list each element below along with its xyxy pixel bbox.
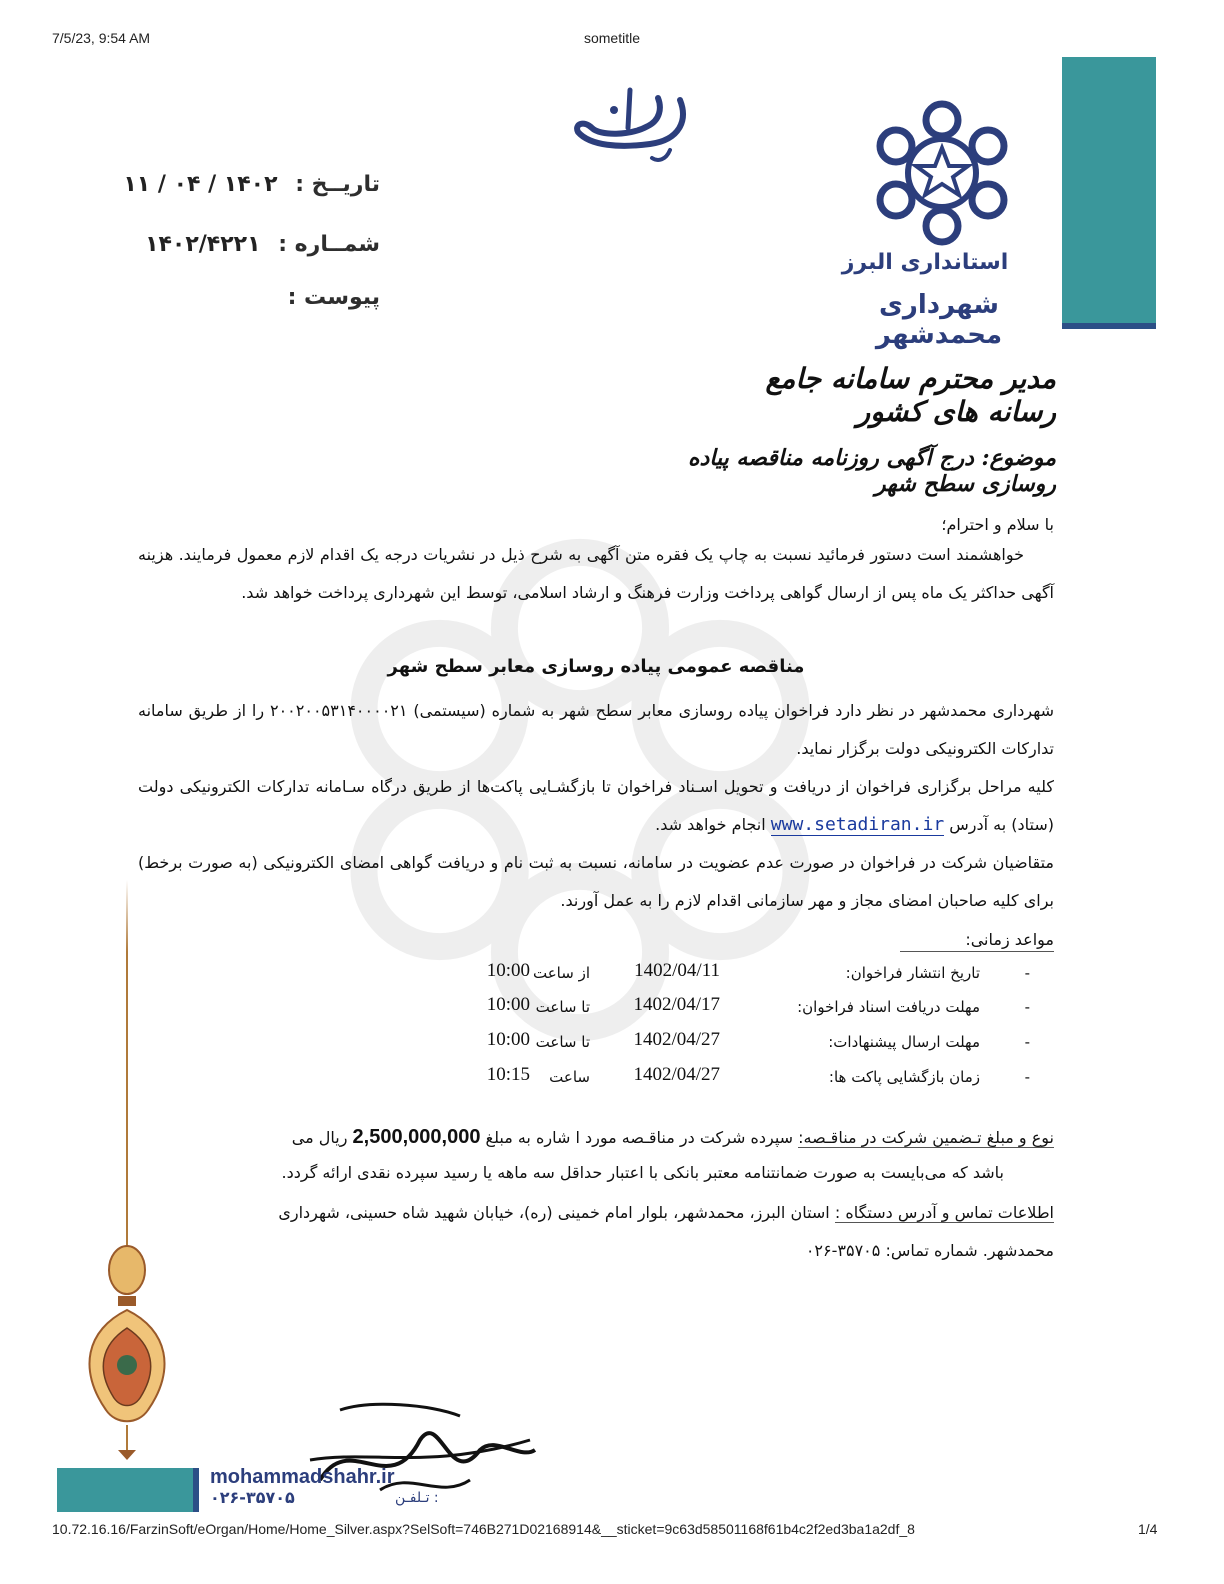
schedule-time-label: تا ساعت bbox=[535, 1033, 590, 1051]
attachment-label: پیوست : bbox=[287, 285, 380, 310]
schedule-time: 10:15 bbox=[486, 1064, 530, 1085]
schedule-label: مهلت ارسال پیشنهادات: bbox=[828, 1033, 980, 1051]
schedule-label: مهلت دریافت اسناد فراخوان: bbox=[797, 998, 980, 1016]
schedule-row bbox=[400, 1064, 1030, 1098]
contact-line1: استان البرز، محمدشهر، بلوار امام خمینی (ره)، خیابان شهید شاه حسینی، شهرداری bbox=[278, 1203, 830, 1222]
paragraph-registration: متقاضیان شرکت در فراخوان در صورت عدم عضویت در سامانه، نسبت به ثبت نام و دریافت گواهی امضای الکترونیکی (به صورت برخط) برای کلیه صاحبان امضای مجاز و مهر سازمانی اقدام لازم را به عمل آورند. bbox=[138, 853, 1054, 910]
contact-line2: محمدشهر. شماره تماس: ۳۵۷۰۵-۰۲۶ bbox=[805, 1241, 1054, 1260]
meta-attachment bbox=[110, 285, 380, 310]
schedule-date: 1402/04/27 bbox=[633, 1029, 720, 1050]
schedule-date: 1402/04/11 bbox=[634, 960, 720, 981]
schedule-date: 1402/04/27 bbox=[633, 1064, 720, 1085]
print-url: 10.72.16.16/FarzinSoft/eOrgan/Home/Home_Silver.aspx?SelSoft=746B271D02168914&__sticket=9c63d58501168f61b4c2f2ed3ba1a2df_8 bbox=[52, 1521, 915, 1537]
schedule-time-label: از ساعت bbox=[533, 964, 590, 982]
footer-accent-bar bbox=[57, 1468, 193, 1512]
guarantee-paragraph bbox=[138, 1118, 1054, 1157]
portal-text-after: انجام خواهد شد. bbox=[655, 815, 766, 834]
guarantee-label: نوع و مبلغ تـضمین شرکت در مناقـصه: bbox=[798, 1128, 1054, 1147]
subject: موضوع: درج آگهی روزنامه مناقصه پیاده روسازی سطح شهر bbox=[687, 445, 1056, 497]
footer-accent-line bbox=[193, 1468, 199, 1512]
date-label: تاریــخ : bbox=[295, 172, 380, 197]
schedule-dash: - bbox=[1024, 964, 1030, 982]
guarantee-amount: 2,500,000,000 bbox=[352, 1126, 481, 1148]
contact-label: اطلاعات تماس و آدرس دستگاه : bbox=[834, 1203, 1054, 1222]
number-value: ۱۴۰۲/۴۲۲۱ bbox=[145, 232, 261, 257]
footer-phone-label: تـلفـن : bbox=[395, 1490, 439, 1506]
paragraph-portal bbox=[138, 768, 1054, 844]
schedule-date: 1402/04/17 bbox=[633, 994, 720, 1015]
guarantee-text-after: ریال می bbox=[291, 1128, 348, 1147]
ornament-icon bbox=[78, 1220, 176, 1460]
municipality-logo-icon bbox=[862, 98, 1022, 248]
schedule-dash: - bbox=[1024, 998, 1030, 1016]
portal-text-before: کلیه مراحل برگزاری فراخوان از دریافت و تحویل اسـناد فراخوان تا بازگشـایی پاکت‌ها از طریق درگاه سـامانه تدارکات الکترونیکی دولت (ستاد) به آدرس bbox=[138, 777, 1054, 834]
number-label: شمــاره : bbox=[278, 232, 380, 257]
decorative-line bbox=[126, 880, 128, 1240]
schedule-row bbox=[400, 994, 1030, 1028]
letterhead-accent-bar bbox=[1062, 57, 1156, 323]
org-municipality: شهرداری محمدشهر bbox=[875, 290, 1003, 350]
schedule-time: 10:00 bbox=[486, 994, 530, 1015]
paragraph-tender: شهرداری محمدشهر در نظر دارد فراخوان پیاده روسازی معابر سطح شهر به شماره (سیستمی) ۲۰۰۲۰۰۵۳۱۴۰۰۰۰۲۱ را از طریق سامانه تدارکات الکترونیکی دولت برگزار نماید. bbox=[138, 701, 1054, 758]
date-value: ۱۴۰۲ / ۰۴ / ۱۱ bbox=[123, 172, 278, 197]
schedule-label: زمان بازگشایی پاکت ها: bbox=[828, 1068, 980, 1086]
meta-number bbox=[110, 232, 380, 257]
letterhead-accent-line bbox=[1062, 323, 1156, 329]
tender-title: مناقصه عمومی پیاده روسازی معابر سطح شهر bbox=[387, 656, 805, 677]
print-header bbox=[0, 30, 1224, 50]
schedule-label: تاریخ انتشار فراخوان: bbox=[845, 964, 980, 982]
recipient: مدیر محترم سامانه جامع رسانه های کشور bbox=[765, 362, 1056, 428]
print-datetime: 7/5/23, 9:54 AM bbox=[52, 30, 151, 46]
guarantee-line2: باشد که می‌بایست به صورت ضمانتنامه معتبر بانکی با اعتبار حداقل سه ماهه یا رسید سپرده نقدی ارائه گردد. bbox=[281, 1163, 1004, 1182]
setad-link[interactable]: www.setadiran.ir bbox=[770, 814, 945, 835]
org-province: استانداری البرز bbox=[841, 250, 1009, 275]
schedule-row bbox=[400, 1029, 1030, 1063]
schedule-time: 10:00 bbox=[486, 960, 530, 981]
print-title: sometitle bbox=[583, 30, 641, 46]
print-page-number: 1/4 bbox=[1138, 1521, 1158, 1537]
schedule-dash: - bbox=[1024, 1033, 1030, 1051]
calligraphy-ya-latif bbox=[570, 80, 696, 170]
paragraph-request: خواهشمند است دستور فرمائید نسبت به چاپ یک فقره متن آگهی به شرح ذیل در نشریات درجه یک اقدام لازم معمول فرمایند. هزینه آگهی حداکثر یک ماه پس از ارسال گواهی پرداخت وزارت فرهنگ و ارشاد اسلامی، توسط این شهرداری پرداخت خواهد شد. bbox=[138, 545, 1054, 602]
contact-paragraph bbox=[138, 1194, 1054, 1232]
schedule-time: 10:00 bbox=[486, 1029, 530, 1050]
footer-phone: ۰۲۶-۳۵۷۰۵ bbox=[210, 1488, 295, 1507]
schedule-row bbox=[400, 960, 1030, 994]
guarantee-text-before: سپرده شرکت در مناقـصه مورد ا شاره به مبلغ bbox=[485, 1128, 794, 1147]
schedule-dash: - bbox=[1024, 1068, 1030, 1086]
footer-website: mohammadshahr.ir bbox=[210, 1466, 395, 1488]
meta-date bbox=[110, 172, 380, 197]
schedule-heading: مواعد زمانی: bbox=[900, 930, 1054, 952]
schedule-time-label: تا ساعت bbox=[535, 998, 590, 1016]
schedule-time-label: ساعت bbox=[549, 1068, 590, 1086]
greeting: با سلام و احترام؛ bbox=[941, 515, 1054, 534]
